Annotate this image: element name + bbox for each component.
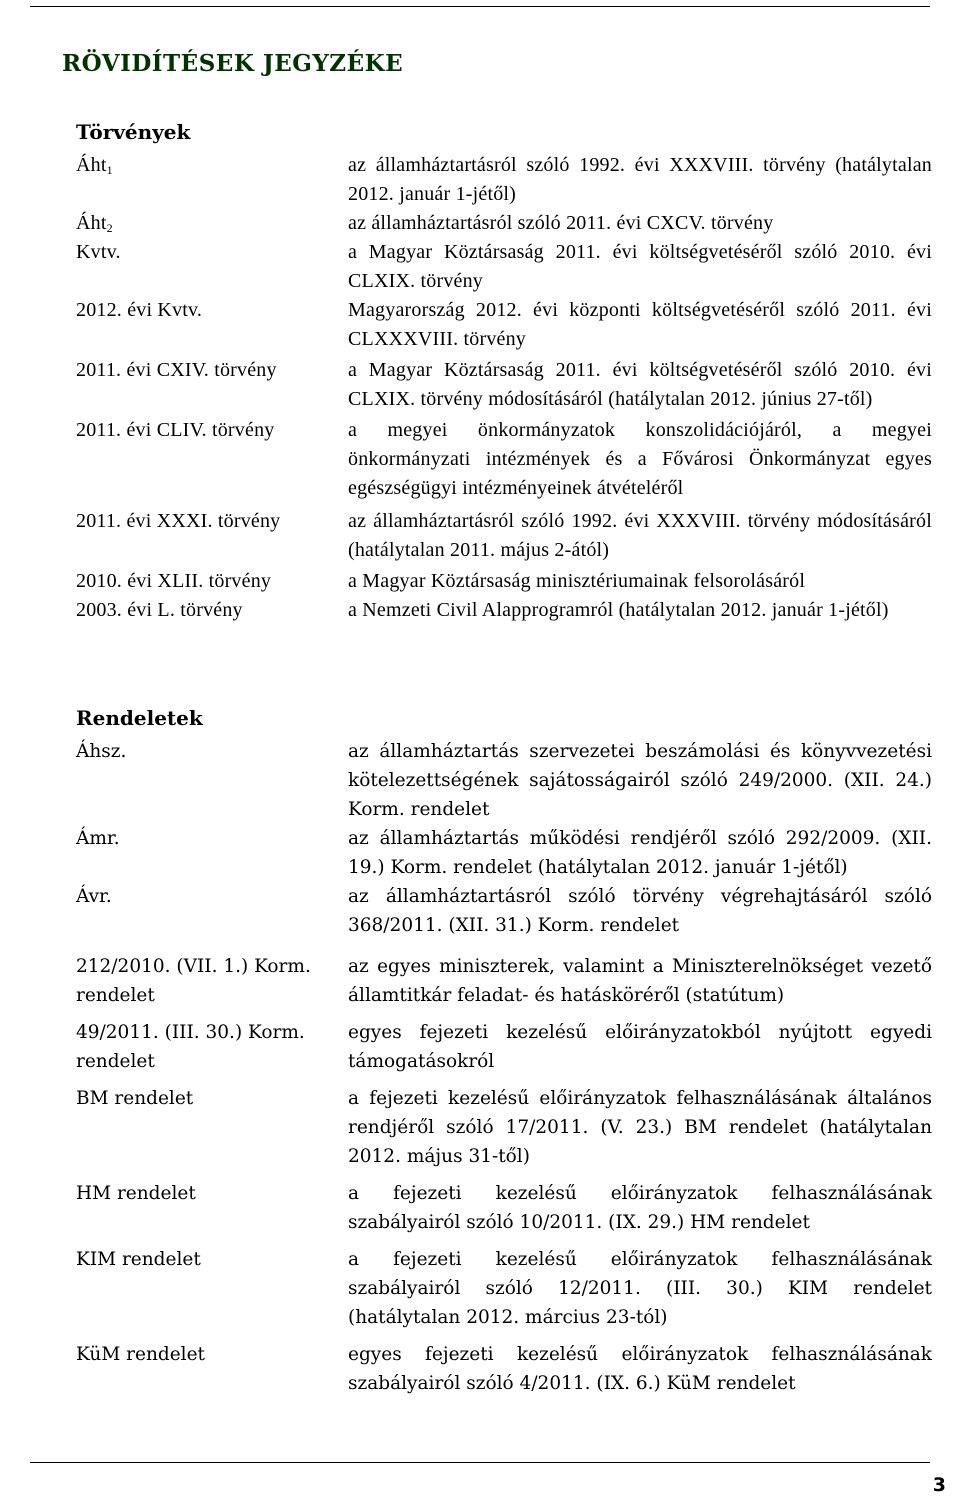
entry-definition: a Magyar Köztársaság 2011. évi költségvetéséről szóló 2010. évi CLXIX. törvény	[348, 241, 932, 292]
list-item	[76, 1018, 932, 1076]
section-heading-decrees: Rendeletek	[76, 706, 203, 730]
list-item	[76, 882, 932, 940]
list-item	[76, 238, 932, 296]
list-item	[76, 596, 932, 625]
entry-definition: az államháztartásról szóló 2011. évi CXCV. törvény	[348, 212, 774, 234]
page-number: 3	[932, 1474, 946, 1496]
list-item	[76, 567, 932, 596]
entry-definition: egyes fejezeti kezelésű előirányzatokból nyújtott egyedi támogatásokról	[348, 1022, 932, 1072]
entry-abbreviation: 49/2011. (III. 30.) Korm. rendelet	[76, 1022, 305, 1072]
entry-definition: a Magyar Köztársaság minisztériumainak felsorolásáról	[348, 570, 806, 592]
entry-definition: Magyarország 2012. évi központi költségvetéséről szóló 2011. évi CLXXXVIII. törvény	[348, 299, 932, 350]
entry-abbreviation: 2011. évi CXIV. törvény	[76, 359, 277, 381]
list-item	[76, 737, 932, 824]
entry-abbreviation: Ávr.	[76, 886, 112, 907]
entry-subscript: 2	[106, 221, 113, 235]
list-item	[76, 824, 932, 882]
entry-abbreviation: Ámr.	[76, 828, 120, 849]
list-item	[76, 507, 932, 565]
entry-definition: a fejezeti kezelésű előirányzatok felhasználásának szabályairól szóló 10/2011. (IX. 29.) HM rendelet	[348, 1183, 932, 1233]
list-item	[76, 296, 932, 354]
entry-abbreviation: Kvtv.	[76, 241, 121, 263]
list-item	[76, 209, 932, 238]
list-item	[76, 356, 932, 414]
list-item	[76, 1340, 932, 1398]
entry-definition: az egyes miniszterek, valamint a Miniszterelnökséget vezető államtitkár feladat- és hatásköréről (statútum)	[348, 956, 932, 1006]
decrees-list	[76, 737, 932, 1398]
laws-list	[76, 151, 932, 625]
entry-abbreviation: 2010. évi XLII. törvény	[76, 570, 272, 592]
section-heading-laws: Törvények	[76, 120, 191, 144]
entry-abbreviation: KüM rendelet	[76, 1344, 205, 1365]
entry-definition: egyes fejezeti kezelésű előirányzatok felhasználásának szabályairól szóló 4/2011. (IX. 6.) KüM rendelet	[348, 1344, 932, 1394]
entry-abbreviation: KIM rendelet	[76, 1249, 201, 1270]
entry-definition: az államháztartás szervezetei beszámolási és könyvvezetési kötelezettségének sajátosságairól szóló 249/2000. (XII. 24.) Korm. rendelet	[348, 741, 932, 820]
entry-definition: az államháztartásról szóló 1992. évi XXXVIII. törvény módosításáról (hatálytalan 2011. május 2-ától)	[348, 510, 932, 561]
entry-definition: a megyei önkormányzatok konszolidációjáról, a megyei önkormányzati intézmények és a Fővárosi Önkormányzat egyes egészségügyi intézményeinek átvételéről	[348, 419, 932, 499]
top-rule	[30, 6, 930, 7]
entry-definition: az államháztartás működési rendjéről szóló 292/2009. (XII. 19.) Korm. rendelet (hatálytalan 2012. január 1-jétől)	[348, 828, 932, 878]
entry-abbreviation: BM rendelet	[76, 1088, 194, 1109]
entry-abbreviation: 2011. évi XXXI. törvény	[76, 510, 281, 532]
list-item	[76, 1084, 932, 1171]
bottom-rule	[30, 1462, 930, 1463]
entry-abbreviation: 212/2010. (VII. 1.) Korm. rendelet	[76, 956, 311, 1006]
list-item	[76, 416, 932, 503]
entry-abbreviation: HM rendelet	[76, 1183, 196, 1204]
entry-definition: az államháztartásról szóló 1992. évi XXXVIII. törvény (hatálytalan 2012. január 1-jétől)	[348, 154, 932, 205]
entry-abbreviation: Áht$_2$	[76, 212, 113, 235]
entry-definition: a Magyar Köztársaság 2011. évi költségvetéséről szóló 2010. évi CLXIX. törvény módosításáról (hatálytalan 2012. június 27-től)	[348, 359, 932, 410]
list-item	[76, 1245, 932, 1332]
page-title: RÖVIDÍTÉSEK JEGYZÉKE	[62, 50, 404, 77]
entry-definition: a fejezeti kezelésű előirányzatok felhasználásának általános rendjéről szóló 17/2011. (V. 23.) BM rendelet (hatálytalan 2012. május 31-től)	[348, 1088, 932, 1167]
entry-abbreviation: 2011. évi CLIV. törvény	[76, 419, 275, 441]
entry-abbreviation: 2012. évi Kvtv.	[76, 299, 203, 321]
entry-abbreviation: Áht$_1$	[76, 154, 113, 177]
list-item	[76, 151, 932, 209]
list-item	[76, 1179, 932, 1237]
entry-abbreviation: Áhsz.	[76, 741, 127, 762]
entry-definition: a Nemzeti Civil Alapprogramról (hatálytalan 2012. január 1-jétől)	[348, 599, 889, 621]
entry-subscript: 1	[106, 163, 113, 177]
list-item	[76, 952, 932, 1010]
entry-definition: az államháztartásról szóló törvény végrehajtásáról szóló 368/2011. (XII. 31.) Korm. rendelet	[348, 886, 932, 936]
entry-definition: a fejezeti kezelésű előirányzatok felhasználásának szabályairól szóló 12/2011. (III. 30.) KIM rendelet (hatálytalan 2012. március 23-tól)	[348, 1249, 932, 1328]
entry-abbreviation: 2003. évi L. törvény	[76, 599, 243, 621]
